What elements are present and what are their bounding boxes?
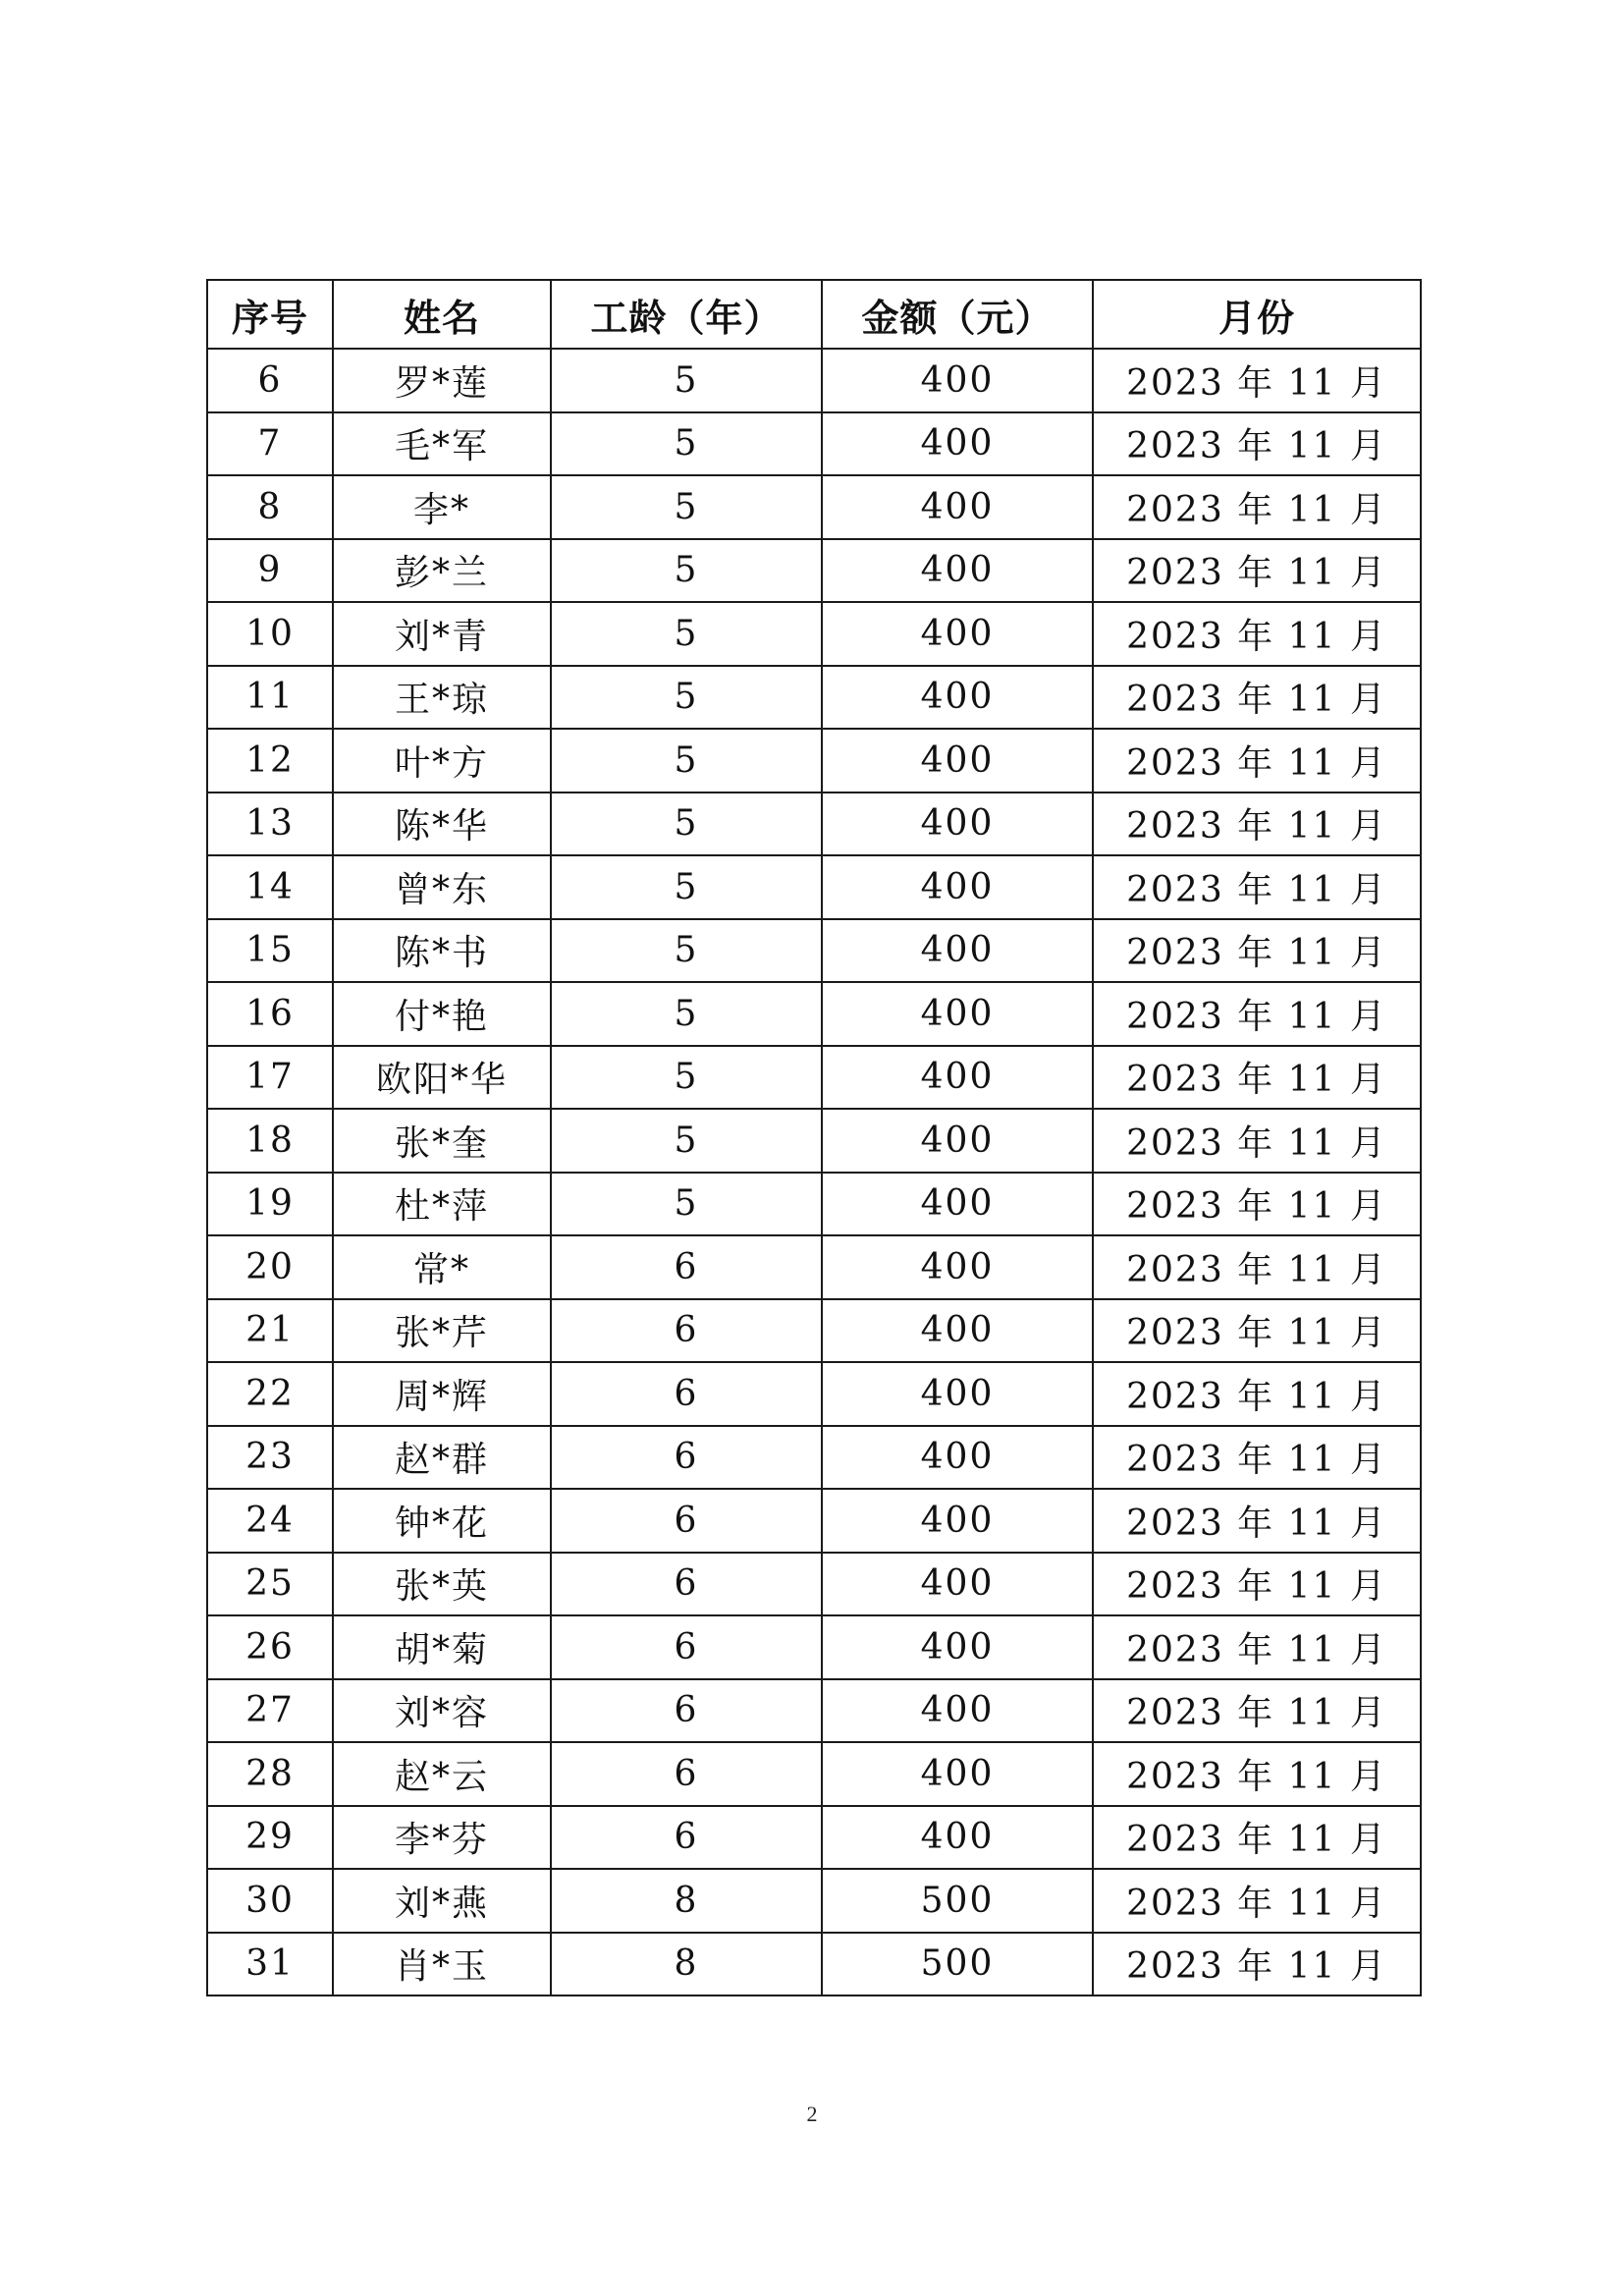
table-row: [207, 793, 1421, 856]
serial-number-cell: 17: [207, 1046, 333, 1110]
name-cell: 胡*菊: [333, 1615, 551, 1679]
years-of-service-cell: 6: [551, 1806, 822, 1870]
table-row: [207, 475, 1421, 539]
years-of-service-cell: 5: [551, 793, 822, 856]
serial-number-cell: 15: [207, 919, 333, 983]
month-cell: 2023 年 11 月: [1093, 1742, 1421, 1806]
month-cell: 2023 年 11 月: [1093, 1489, 1421, 1553]
years-of-service-cell: 6: [551, 1615, 822, 1679]
amount-cell: 400: [822, 666, 1093, 730]
month-cell: 2023 年 11 月: [1093, 1806, 1421, 1870]
table-row: [207, 729, 1421, 793]
name-cell: 刘*燕: [333, 1869, 551, 1933]
table-row: [207, 1489, 1421, 1553]
serial-number-cell: 30: [207, 1869, 333, 1933]
table-row: [207, 1109, 1421, 1173]
years-of-service-cell: 5: [551, 919, 822, 983]
serial-number-cell: 29: [207, 1806, 333, 1870]
header-amount: 金额（元）: [822, 280, 1093, 349]
amount-cell: 400: [822, 982, 1093, 1046]
table-row: [207, 1299, 1421, 1363]
amount-cell: 400: [822, 793, 1093, 856]
month-cell: 2023 年 11 月: [1093, 1426, 1421, 1490]
serial-number-cell: 9: [207, 539, 333, 603]
serial-number-cell: 20: [207, 1235, 333, 1299]
years-of-service-cell: 5: [551, 412, 822, 476]
serial-number-cell: 24: [207, 1489, 333, 1553]
years-of-service-cell: 5: [551, 349, 822, 412]
amount-cell: 400: [822, 1109, 1093, 1173]
amount-cell: 400: [822, 1299, 1093, 1363]
amount-cell: 400: [822, 855, 1093, 919]
years-of-service-cell: 5: [551, 666, 822, 730]
amount-cell: 400: [822, 919, 1093, 983]
table-row: [207, 349, 1421, 412]
amount-cell: 400: [822, 1173, 1093, 1236]
page-number: 2: [806, 2102, 818, 2126]
table-row: [207, 1933, 1421, 1996]
table-row: [207, 1553, 1421, 1616]
serial-number-cell: 26: [207, 1615, 333, 1679]
month-cell: 2023 年 11 月: [1093, 1933, 1421, 1996]
amount-cell: 400: [822, 349, 1093, 412]
name-cell: 毛*军: [333, 412, 551, 476]
amount-cell: 500: [822, 1933, 1093, 1996]
name-cell: 张*芹: [333, 1299, 551, 1363]
serial-number-cell: 14: [207, 855, 333, 919]
month-cell: 2023 年 11 月: [1093, 1615, 1421, 1679]
serial-number-cell: 31: [207, 1933, 333, 1996]
amount-cell: 400: [822, 729, 1093, 793]
amount-cell: 400: [822, 1806, 1093, 1870]
serial-number-cell: 11: [207, 666, 333, 730]
name-cell: 欧阳*华: [333, 1046, 551, 1110]
name-cell: 彭*兰: [333, 539, 551, 603]
table-row: [207, 919, 1421, 983]
month-cell: 2023 年 11 月: [1093, 666, 1421, 730]
name-cell: 常*: [333, 1235, 551, 1299]
amount-cell: 400: [822, 1362, 1093, 1426]
years-of-service-cell: 5: [551, 729, 822, 793]
serial-number-cell: 27: [207, 1679, 333, 1743]
amount-cell: 400: [822, 412, 1093, 476]
table-row: [207, 1742, 1421, 1806]
name-cell: 王*琼: [333, 666, 551, 730]
name-cell: 刘*青: [333, 602, 551, 666]
name-cell: 曾*东: [333, 855, 551, 919]
month-cell: 2023 年 11 月: [1093, 1109, 1421, 1173]
table-row: [207, 602, 1421, 666]
name-cell: 赵*云: [333, 1742, 551, 1806]
table-row: [207, 1235, 1421, 1299]
years-of-service-cell: 6: [551, 1742, 822, 1806]
years-of-service-cell: 5: [551, 1173, 822, 1236]
name-cell: 刘*容: [333, 1679, 551, 1743]
serial-number-cell: 7: [207, 412, 333, 476]
years-of-service-cell: 8: [551, 1933, 822, 1996]
header-years-of-service: 工龄（年）: [551, 280, 822, 349]
name-cell: 钟*花: [333, 1489, 551, 1553]
table-row: [207, 1173, 1421, 1236]
month-cell: 2023 年 11 月: [1093, 602, 1421, 666]
table-row: [207, 982, 1421, 1046]
serial-number-cell: 18: [207, 1109, 333, 1173]
serial-number-cell: 23: [207, 1426, 333, 1490]
serial-number-cell: 6: [207, 349, 333, 412]
month-cell: 2023 年 11 月: [1093, 412, 1421, 476]
serial-number-cell: 28: [207, 1742, 333, 1806]
table-row: [207, 1046, 1421, 1110]
years-of-service-cell: 5: [551, 1109, 822, 1173]
years-of-service-cell: 5: [551, 855, 822, 919]
years-of-service-cell: 6: [551, 1235, 822, 1299]
month-cell: 2023 年 11 月: [1093, 1173, 1421, 1236]
years-of-service-cell: 5: [551, 539, 822, 603]
years-of-service-cell: 5: [551, 475, 822, 539]
years-of-service-cell: 5: [551, 982, 822, 1046]
name-cell: 李*: [333, 475, 551, 539]
amount-cell: 400: [822, 602, 1093, 666]
month-cell: 2023 年 11 月: [1093, 1046, 1421, 1110]
years-of-service-cell: 8: [551, 1869, 822, 1933]
amount-cell: 400: [822, 1235, 1093, 1299]
serial-number-cell: 21: [207, 1299, 333, 1363]
serial-number-cell: 22: [207, 1362, 333, 1426]
month-cell: 2023 年 11 月: [1093, 729, 1421, 793]
month-cell: 2023 年 11 月: [1093, 1553, 1421, 1616]
header-month: 月份: [1093, 280, 1421, 349]
amount-cell: 400: [822, 1742, 1093, 1806]
serial-number-cell: 19: [207, 1173, 333, 1236]
years-of-service-cell: 6: [551, 1679, 822, 1743]
table-row: [207, 412, 1421, 476]
month-cell: 2023 年 11 月: [1093, 793, 1421, 856]
serial-number-cell: 8: [207, 475, 333, 539]
amount-cell: 400: [822, 1553, 1093, 1616]
amount-cell: 400: [822, 1615, 1093, 1679]
month-cell: 2023 年 11 月: [1093, 475, 1421, 539]
amount-cell: 400: [822, 1489, 1093, 1553]
month-cell: 2023 年 11 月: [1093, 1679, 1421, 1743]
years-of-service-cell: 5: [551, 1046, 822, 1110]
header-name: 姓名: [333, 280, 551, 349]
table-row: [207, 1869, 1421, 1933]
serial-number-cell: 10: [207, 602, 333, 666]
month-cell: 2023 年 11 月: [1093, 349, 1421, 412]
month-cell: 2023 年 11 月: [1093, 1362, 1421, 1426]
years-of-service-cell: 6: [551, 1362, 822, 1426]
amount-cell: 500: [822, 1869, 1093, 1933]
amount-cell: 400: [822, 539, 1093, 603]
table-row: [207, 1426, 1421, 1490]
month-cell: 2023 年 11 月: [1093, 1235, 1421, 1299]
name-cell: 陈*书: [333, 919, 551, 983]
name-cell: 罗*莲: [333, 349, 551, 412]
name-cell: 陈*华: [333, 793, 551, 856]
month-cell: 2023 年 11 月: [1093, 919, 1421, 983]
serial-number-cell: 16: [207, 982, 333, 1046]
years-of-service-cell: 6: [551, 1299, 822, 1363]
amount-cell: 400: [822, 1679, 1093, 1743]
serial-number-cell: 13: [207, 793, 333, 856]
name-cell: 张*奎: [333, 1109, 551, 1173]
month-cell: 2023 年 11 月: [1093, 855, 1421, 919]
table-body: [207, 349, 1421, 1995]
month-cell: 2023 年 11 月: [1093, 539, 1421, 603]
table-row: [207, 1615, 1421, 1679]
table-row: [207, 666, 1421, 730]
table-header: [207, 280, 1421, 349]
header-serial-number: 序号: [207, 280, 333, 349]
table-row: [207, 855, 1421, 919]
serial-number-cell: 25: [207, 1553, 333, 1616]
name-cell: 李*芬: [333, 1806, 551, 1870]
years-of-service-cell: 5: [551, 602, 822, 666]
years-of-service-cell: 6: [551, 1553, 822, 1616]
table-row: [207, 1362, 1421, 1426]
month-cell: 2023 年 11 月: [1093, 982, 1421, 1046]
name-cell: 周*辉: [333, 1362, 551, 1426]
name-cell: 张*英: [333, 1553, 551, 1616]
roster-table: [206, 279, 1422, 1996]
month-cell: 2023 年 11 月: [1093, 1869, 1421, 1933]
serial-number-cell: 12: [207, 729, 333, 793]
years-of-service-cell: 6: [551, 1426, 822, 1490]
month-cell: 2023 年 11 月: [1093, 1299, 1421, 1363]
name-cell: 杜*萍: [333, 1173, 551, 1236]
name-cell: 肖*玉: [333, 1933, 551, 1996]
table-row: [207, 1679, 1421, 1743]
name-cell: 赵*群: [333, 1426, 551, 1490]
table-row: [207, 539, 1421, 603]
header-row: [207, 280, 1421, 349]
name-cell: 叶*方: [333, 729, 551, 793]
amount-cell: 400: [822, 475, 1093, 539]
table-row: [207, 1806, 1421, 1870]
amount-cell: 400: [822, 1426, 1093, 1490]
years-of-service-cell: 6: [551, 1489, 822, 1553]
amount-cell: 400: [822, 1046, 1093, 1110]
name-cell: 付*艳: [333, 982, 551, 1046]
